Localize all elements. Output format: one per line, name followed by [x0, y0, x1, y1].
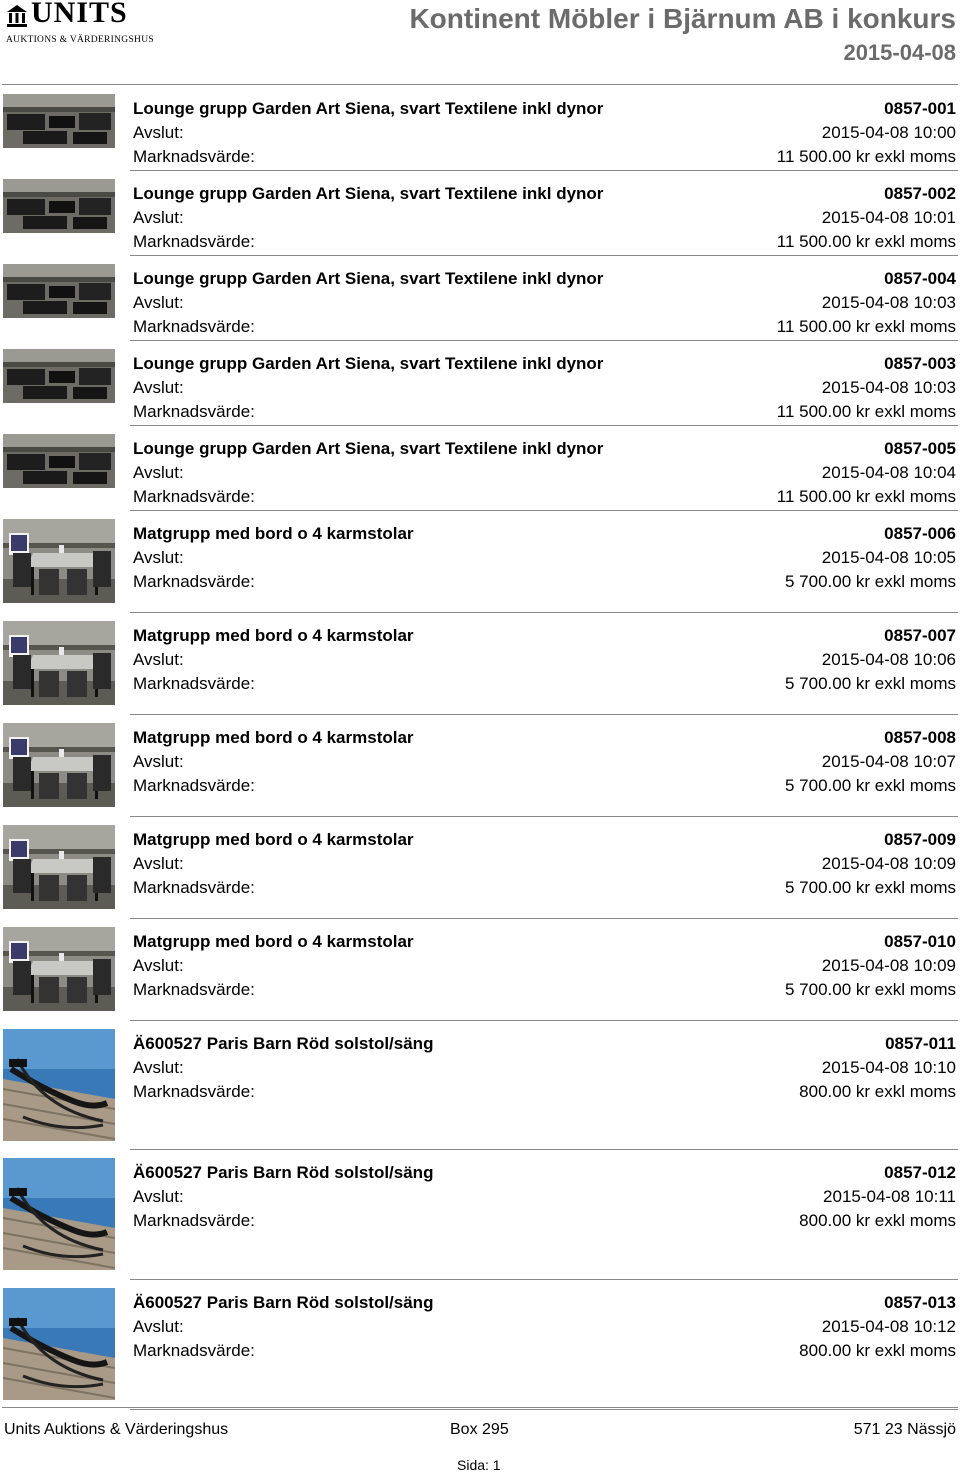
logo-subtitle: AUKTIONS & VÄRDERINGSHUS — [6, 35, 154, 45]
value-label: Marknadsvärde: — [133, 1082, 255, 1101]
value-label: Marknadsvärde: — [133, 232, 255, 251]
end-time: 2015-04-08 10:06 — [821, 650, 956, 669]
end-label: Avslut: — [133, 752, 184, 771]
end-label: Avslut: — [133, 293, 184, 312]
list-item — [130, 171, 958, 256]
product-image — [3, 621, 115, 705]
product-image — [3, 179, 115, 233]
value-label: Marknadsvärde: — [133, 776, 255, 795]
page-number: Sida: 1 — [457, 1457, 501, 1473]
product-image — [3, 927, 115, 1011]
units-logo — [4, 2, 164, 46]
item-name: Matgrupp med bord o 4 karmstolar — [133, 830, 414, 849]
value-label: Marknadsvärde: — [133, 1341, 255, 1360]
market-value: 800.00 kr exkl moms — [799, 1341, 956, 1360]
end-time: 2015-04-08 10:00 — [821, 123, 956, 142]
product-image — [3, 825, 115, 909]
product-image — [3, 723, 115, 807]
end-time: 2015-04-08 10:01 — [821, 208, 956, 227]
end-time: 2015-04-08 10:03 — [821, 378, 956, 397]
item-name: Lounge grupp Garden Art Siena, svart Textilene inkl dynor — [133, 269, 604, 288]
product-image — [3, 1288, 115, 1400]
value-label: Marknadsvärde: — [133, 1211, 255, 1230]
end-time: 2015-04-08 10:09 — [821, 956, 956, 975]
lot-number: 0857-004 — [884, 269, 956, 288]
end-label: Avslut: — [133, 1317, 184, 1336]
item-name: Lounge grupp Garden Art Siena, svart Textilene inkl dynor — [133, 439, 604, 458]
lot-number: 0857-006 — [884, 524, 956, 543]
lot-number: 0857-011 — [885, 1034, 956, 1053]
item-name: Lounge grupp Garden Art Siena, svart Textilene inkl dynor — [133, 99, 604, 118]
list-item — [130, 1021, 958, 1150]
end-time: 2015-04-08 10:09 — [821, 854, 956, 873]
end-time: 2015-04-08 10:12 — [821, 1317, 956, 1336]
market-value: 5 700.00 kr exkl moms — [784, 878, 956, 897]
item-name: Ä600527 Paris Barn Röd solstol/säng — [133, 1163, 434, 1182]
footer-address: 571 23 Nässjö — [853, 1421, 956, 1438]
end-label: Avslut: — [133, 956, 184, 975]
list-item — [130, 256, 958, 341]
logo-mark-icon — [4, 2, 30, 28]
list-item — [130, 613, 958, 715]
footer-company: Units Auktions & Värderingshus — [4, 1421, 229, 1438]
market-value: 5 700.00 kr exkl moms — [784, 674, 956, 693]
lot-number: 0857-009 — [884, 830, 956, 849]
product-image — [3, 1029, 115, 1141]
lot-number: 0857-005 — [884, 439, 956, 458]
lot-number: 0857-007 — [884, 626, 956, 645]
item-name: Lounge grupp Garden Art Siena, svart Textilene inkl dynor — [133, 184, 604, 203]
item-name: Lounge grupp Garden Art Siena, svart Textilene inkl dynor — [133, 354, 604, 373]
end-label: Avslut: — [133, 1187, 184, 1206]
end-time: 2015-04-08 10:03 — [821, 293, 956, 312]
list-item — [130, 1280, 958, 1410]
market-value: 11 500.00 kr exkl moms — [776, 402, 956, 421]
item-name: Ä600527 Paris Barn Röd solstol/säng — [133, 1293, 434, 1312]
list-item — [130, 1150, 958, 1280]
list-item — [130, 341, 958, 426]
value-label: Marknadsvärde: — [133, 674, 255, 693]
page-header — [0, 0, 960, 86]
value-label: Marknadsvärde: — [133, 317, 255, 336]
page-title: Kontinent Möbler i Bjärnum AB i konkurs — [409, 3, 956, 34]
list-item — [130, 426, 958, 511]
end-time: 2015-04-08 10:10 — [821, 1058, 956, 1077]
market-value: 5 700.00 kr exkl moms — [784, 572, 956, 591]
market-value: 5 700.00 kr exkl moms — [784, 776, 956, 795]
value-label: Marknadsvärde: — [133, 147, 255, 166]
market-value: 11 500.00 kr exkl moms — [776, 487, 956, 506]
end-label: Avslut: — [133, 123, 184, 142]
product-image — [3, 1158, 115, 1270]
value-label: Marknadsvärde: — [133, 878, 255, 897]
lot-number: 0857-012 — [884, 1163, 956, 1182]
item-list — [0, 86, 960, 1410]
market-value: 11 500.00 kr exkl moms — [776, 147, 956, 166]
value-label: Marknadsvärde: — [133, 402, 255, 421]
item-name: Matgrupp med bord o 4 karmstolar — [133, 932, 414, 951]
item-name: Matgrupp med bord o 4 karmstolar — [133, 728, 414, 747]
product-image — [3, 349, 115, 403]
end-time: 2015-04-08 10:05 — [821, 548, 956, 567]
end-label: Avslut: — [133, 854, 184, 873]
lot-number: 0857-002 — [884, 184, 956, 203]
end-time: 2015-04-08 10:07 — [821, 752, 956, 771]
market-value: 11 500.00 kr exkl moms — [776, 232, 956, 251]
end-time: 2015-04-08 10:04 — [821, 463, 956, 482]
list-item — [130, 511, 958, 613]
market-value: 11 500.00 kr exkl moms — [776, 317, 956, 336]
end-time: 2015-04-08 10:11 — [823, 1187, 956, 1206]
product-image — [3, 94, 115, 148]
value-label: Marknadsvärde: — [133, 572, 255, 591]
product-image — [3, 434, 115, 488]
header-date: 2015-04-08 — [843, 40, 956, 65]
footer-divider — [2, 1407, 958, 1408]
footer-box: Box 295 — [450, 1421, 509, 1438]
header-divider — [2, 84, 958, 85]
end-label: Avslut: — [133, 1058, 184, 1077]
value-label: Marknadsvärde: — [133, 487, 255, 506]
product-image — [3, 519, 115, 603]
market-value: 5 700.00 kr exkl moms — [784, 980, 956, 999]
lot-number: 0857-001 — [884, 99, 956, 118]
end-label: Avslut: — [133, 378, 184, 397]
lot-number: 0857-003 — [884, 354, 956, 373]
list-item — [130, 715, 958, 817]
end-label: Avslut: — [133, 548, 184, 567]
item-name: Ä600527 Paris Barn Röd solstol/säng — [133, 1034, 434, 1053]
lot-number: 0857-008 — [884, 728, 956, 747]
logo-text: UNITS — [31, 0, 128, 29]
item-name: Matgrupp med bord o 4 karmstolar — [133, 524, 414, 543]
end-label: Avslut: — [133, 650, 184, 669]
list-item — [130, 86, 958, 171]
end-label: Avslut: — [133, 208, 184, 227]
list-item — [130, 817, 958, 919]
lot-number: 0857-010 — [884, 932, 956, 951]
value-label: Marknadsvärde: — [133, 980, 255, 999]
end-label: Avslut: — [133, 463, 184, 482]
item-name: Matgrupp med bord o 4 karmstolar — [133, 626, 414, 645]
list-item — [130, 919, 958, 1021]
product-image — [3, 264, 115, 318]
market-value: 800.00 kr exkl moms — [799, 1082, 956, 1101]
market-value: 800.00 kr exkl moms — [799, 1211, 956, 1230]
lot-number: 0857-013 — [884, 1293, 956, 1312]
